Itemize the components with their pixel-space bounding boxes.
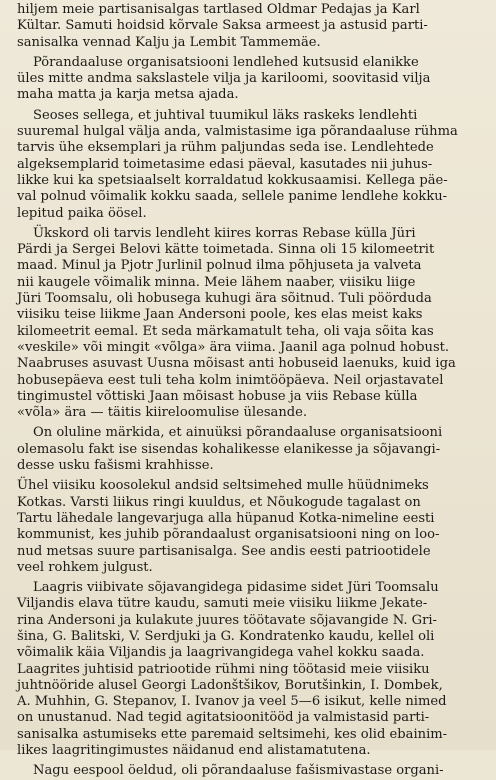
text-line: nii kaugele võimalik minna. Meie lähem naaber, viisiku liige [17,274,416,290]
text-line: tarvis ühe eksemplari ja rühm paljundas seda ise. Lendlehtede [17,140,434,156]
text-line: Põrandaaluse organisatsiooni lendlehed kutsusid elanikke [33,54,419,70]
text-line: šina, G. Balitski, V. Serdjuki ja G. Kondratenko kaudu, kellel oli [17,628,435,644]
paragraph [17,478,490,576]
text-line: rina Andersoni ja kulakute juures töötavate sõjavangide N. Gri- [17,612,437,628]
text-line: veel rohkem julgust. [17,559,153,575]
text-line: Ükskord oli tarvis lendleht kiires korras Rebase külla Jüri [33,225,416,241]
text-line: hiljem meie partisanisalgas tartlased Oldmar Pedajas ja Karl [17,2,420,17]
text-line: maad. Minul ja Pjotr Jurlinil polnud ilma põhjuseta ja valveta [17,258,422,274]
text-line: «veskile» või mingit «võlga» ära viima. Jaanil aga polnud hobust. [17,339,450,355]
text-line: sanisalka vennad Kalju ja Lembit Tammemäe. [17,34,321,50]
text-line: Tartu lähedale langevarjuga alla hüpanud Kotka-nimeline eesti [17,510,435,526]
text-line: on unustanud. Nad tegid agitatsioonitööd ja valmistasid parti- [17,710,430,726]
paragraph [17,425,490,474]
text-line: Kültar. Samuti hoidsid kõrvale Saksa armeest ja astusid parti- [17,18,428,34]
text-line: Laagris viibivate sõjavangidega pidasime sidet Jüri Toomsalu [33,580,439,596]
text-line: Jüri Toomsalu, oli hobusega kuhugi ära sõitnud. Tuli pöörduda [17,291,432,307]
text-line: suuremal hulgal välja anda, valmistasime iga põrandaaluse rühma [17,124,458,140]
paragraph [17,108,490,222]
text-line: Naabruses asuvast Uusna mõisast anti hobuseid laenuks, kuid iga [17,356,456,372]
text-line: nud metsas suure partisanisalga. See andis eesti patriootidele [17,543,431,559]
paragraph [17,580,490,759]
paragraph [17,2,490,51]
text-line: olemasolu fakt ise sisendas kohalikesse elanikesse ja sõjavangi- [17,441,441,457]
text-line: kilomeetrit eemal. Et seda märkamatult teha, oli vaja sõita kas [17,323,434,339]
paragraph [17,55,490,104]
text-line: hobusepäeva eest tuli teha kolm inimtööpäeva. Neil orjastavatel [17,372,444,388]
text-line: likes laagritingimustes näidanud end alistamatutena. [17,743,371,759]
text-line: sanisalka astumiseks ette paremaid seltsimehi, kes olid ebainim- [17,726,448,742]
text-line: viisiku teise liikme Jaan Andersoni poole, kes elas meist kaks [17,307,423,323]
text-line: Ühel viisiku koosolekul andsid seltsimehed mulle hüüdnimeks [17,478,429,494]
text-line: juhtnööride alusel Georgi Ladonštšikov, Borutšinkin, I. Dombek, [17,677,443,693]
text-line: likke kui ka spetsiaalselt korraldatud kokkusaamisi. Kellega päe- [17,172,448,188]
text-line: algeksemplarid toimetasime edasi päeval, kasutades nii juhus- [17,156,433,172]
text-line: A. Muhhin, G. Stepanov, I. Ivanov ja veel 5—6 isikut, kelle nimed [17,694,447,710]
text-line: lepitud paika öösel. [17,205,147,221]
text-column [17,2,490,780]
text-line: võimalik käia Viljandis ja laagrivangidega vahel kokku saada. [17,645,425,661]
text-line: kommunist, kes juhib põrandaalust organisatsiooni ning on loo- [17,527,440,543]
text-line: Viljandis elava tütre kaudu, samuti meie viisiku liikme Jekate- [17,596,428,612]
paragraph [17,763,490,779]
text-line: Kotkas. Varsti liikus ringi kuuldus, et Nõukogude tagalast on [17,494,421,510]
text-line: val polnud võimalik kokku saada, sellele panime lendlehe kokku- [17,189,448,205]
text-line: Seoses sellega, et juhtival tuumikul läks raskeks lendlehti [33,107,418,123]
text-line: tingimustel võttiski Jaan mõisast hobuse ja viis Rebase külla [17,388,418,404]
text-line: Pärdi ja Sergei Belovi kätte toimetada. Sinna oli 15 kilomeetrit [17,242,435,258]
text-line: Laagrites juhtisid patriootide rühmi ning töötasid meie viisiku [17,661,430,677]
text-line: desse usku fašismi krahhisse. [17,458,214,474]
text-line: On oluline märkida, et ainuüksi põrandaaluse organisatsiooni [33,425,443,441]
text-line: maha matta ja karja metsa ajada. [17,87,239,103]
paragraph [17,226,490,422]
text-line: üles mitte andma sakslastele vilja ja kariloomi, soovitasid vilja [17,71,431,87]
text-line: Nagu eespool öeldud, oli põrandaaluse fašismivastase organi- [33,763,444,779]
text-line: «võla» ära — täitis kiireloomulise ülesande. [17,405,308,421]
